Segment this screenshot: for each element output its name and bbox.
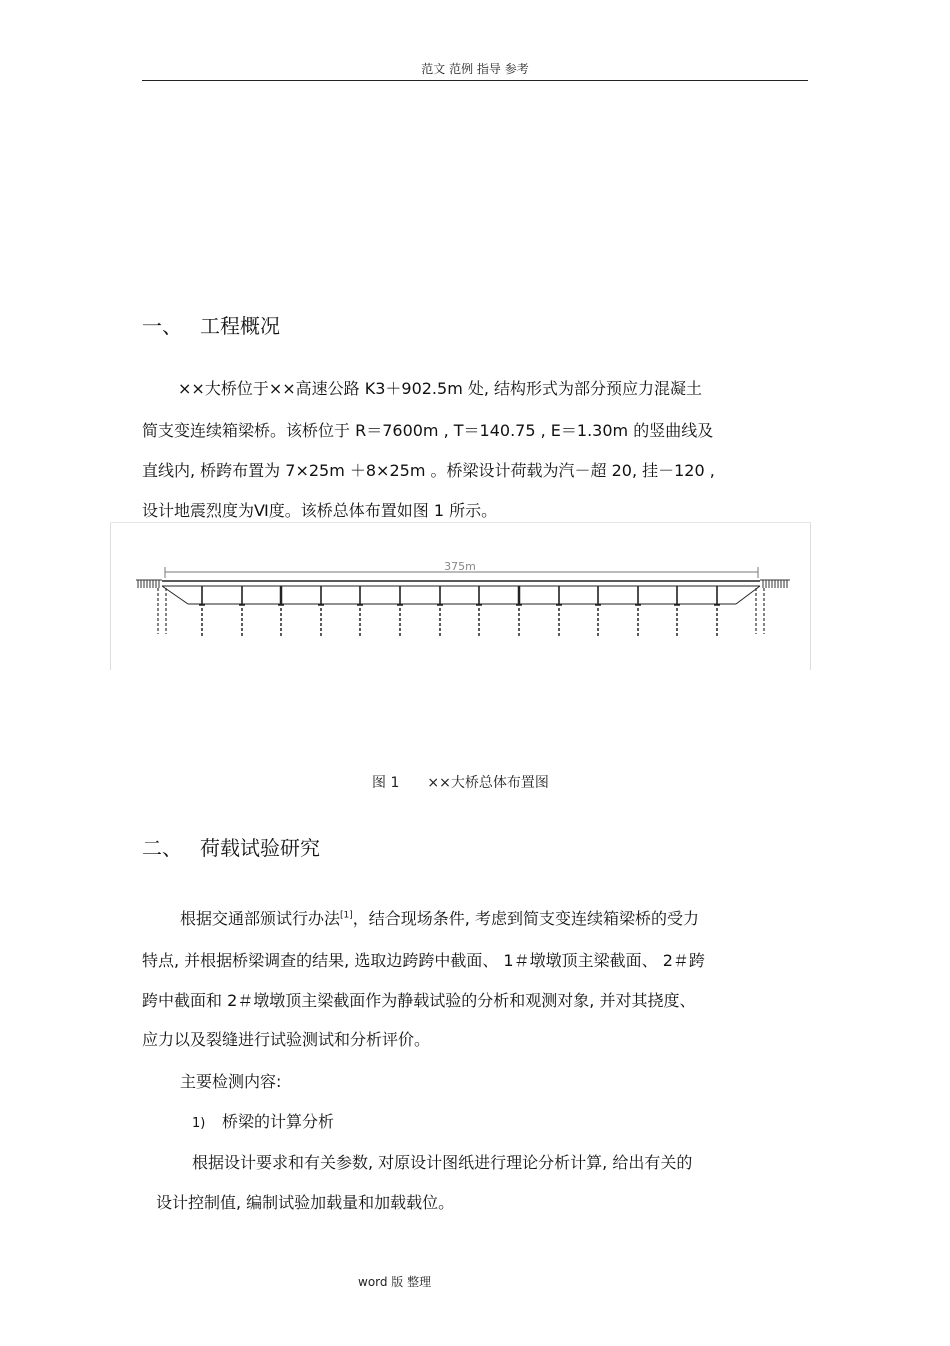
section-1-line-1: ××大桥位于××高速公路 K3＋902.5m 处, 结构形式为部分预应力混凝土 bbox=[178, 379, 703, 398]
figure-caption-title: ××大桥总体布置图 bbox=[427, 775, 549, 791]
section-1-line-2: 简支变连续箱梁桥。该桥位于 R＝7600m , T＝140.75 , E＝1.30m 的竖曲线及 bbox=[142, 421, 714, 440]
section-1-title: 工程概况 bbox=[200, 314, 280, 338]
reference-mark: [1] bbox=[340, 910, 353, 921]
para-1-text-a: 根据交通部颁试行办法 bbox=[180, 909, 341, 928]
section-2-para-1-line-3: 跨中截面和 2＃墩墩顶主梁截面作为静载试验的分析和观测对象, 并对其挠度、 bbox=[142, 991, 696, 1010]
section-2-heading bbox=[142, 832, 320, 861]
left-abutment-piles bbox=[158, 588, 166, 634]
section-2-para-1-line-4: 应力以及裂缝进行试验测试和分析评价。 bbox=[142, 1030, 431, 1049]
header-rule bbox=[142, 80, 808, 81]
section-2-number: 二、 bbox=[142, 836, 182, 860]
dimension-label: 375m bbox=[444, 560, 476, 573]
section-1-number: 一、 bbox=[142, 314, 182, 338]
list-item-marker: 1) bbox=[192, 1116, 206, 1131]
page-footer: word 版 整理 bbox=[358, 1275, 432, 1289]
section-1-line-3: 直线内, 桥跨布置为 7×25m ＋8×25m 。桥梁设计荷载为汽－超 20, 挂－120 , bbox=[142, 461, 715, 480]
figure-caption-number: 图 1 bbox=[372, 775, 400, 791]
bridge-layout-figure bbox=[110, 522, 811, 670]
para-1-text-b: ，结合现场条件, 考虑到简支变连续箱梁桥的受力 bbox=[352, 909, 699, 928]
page-header: 范文 范例 指导 参考 bbox=[421, 62, 529, 76]
bridge-elevation-drawing bbox=[110, 522, 811, 670]
section-1-heading bbox=[142, 310, 280, 339]
section-2-para-2-line-1: 根据设计要求和有关参数, 对原设计图纸进行理论分析计算, 给出有关的 bbox=[192, 1153, 693, 1172]
section-1-line-4: 设计地震烈度为Ⅵ度。该桥总体布置如图 1 所示。 bbox=[142, 501, 498, 520]
section-2-para-1-line-2: 特点, 并根据桥梁调查的结果, 选取边跨跨中截面、 1＃墩墩顶主梁截面、 2＃跨 bbox=[142, 951, 705, 970]
main-content-label: 主要检测内容: bbox=[180, 1072, 282, 1091]
section-2-para-2-line-2: 设计控制值, 编制试验加载量和加载载位。 bbox=[156, 1193, 455, 1212]
list-item-1 bbox=[192, 1109, 334, 1132]
section-2-para-1-line-1 bbox=[180, 906, 699, 929]
left-ground-hatch bbox=[136, 580, 162, 588]
right-abutment-piles bbox=[756, 588, 764, 634]
figure-caption bbox=[372, 772, 549, 792]
right-ground-hatch bbox=[760, 580, 790, 588]
section-2-title: 荷载试验研究 bbox=[200, 836, 320, 860]
pier-group bbox=[199, 586, 720, 636]
list-item-title: 桥梁的计算分析 bbox=[222, 1112, 335, 1131]
